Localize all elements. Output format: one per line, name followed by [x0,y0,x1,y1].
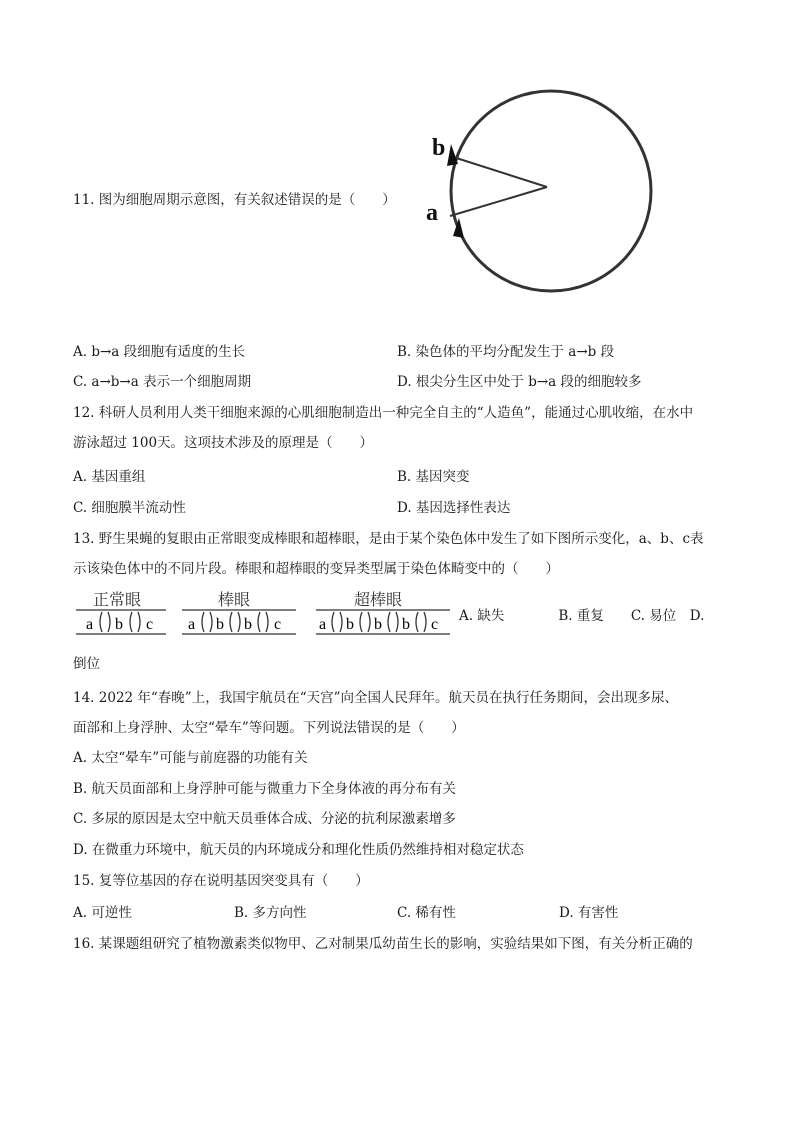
q15-option-d[interactable]: D. 有害性 [559,905,619,921]
chromosome-label-bar: 棒眼 [218,590,251,609]
cycle-circle [451,91,651,291]
chromosome-normal [76,610,166,634]
q13-stem-line1: 13. 野生果蝇的复眼由正常眼变成棒眼和超棒眼，是由于某个染色体中发生了如下图所示变化，a、b、c表 [73,531,704,547]
seg-superbar-c: c [431,616,439,633]
q11-option-b[interactable]: B. 染色体的平均分配发生于 a→b 段 [397,344,615,360]
q11-stem: 11. 图为细胞周期示意图，有关叙述错误的是（ ） [73,192,396,208]
q11-option-a[interactable]: A. b→a 段细胞有适度的生长 [73,344,246,360]
q14-stem-line1: 14. 2022 年“春晚”上，我国宇航员在“天宫”向全国人民拜年。航天员在执行任务期间，会出现多尿、 [73,690,679,706]
seg-superbar-b3: b [402,616,410,633]
radius-a [450,187,547,216]
seg-normal-c: c [146,616,154,633]
q14-option-b[interactable]: B. 航天员面部和上身浮肿可能与微重力下全身体液的再分布有关 [73,781,457,797]
chromosome-bar [182,610,296,634]
seg-normal-b: b [115,616,123,633]
chromosome-label-superbar: 超棒眼 [354,590,403,609]
q15-option-a[interactable]: A. 可逆性 [73,905,132,921]
chromosome-label-normal: 正常眼 [93,590,142,609]
q14-stem-line2: 面部和上身浮肿、太空“晕车”等问题。下列说法错误的是（ ） [73,720,465,736]
seg-bar-a: a [188,616,196,633]
q12-stem-line2: 游泳超过 100天。这项技术涉及的原理是（ ） [73,435,374,451]
q11-option-d[interactable]: D. 根尖分生区中处于 b→a 段的细胞较多 [397,374,642,390]
seg-bar-b2: b [244,616,252,633]
q15-option-c[interactable]: C. 稀有性 [397,905,456,921]
q14-option-a[interactable]: A. 太空“晕车”可能与前庭器的功能有关 [73,750,308,766]
seg-bar-b1: b [216,616,224,633]
q13-options-inline[interactable]: A. 缺失 B. 重复 C. 易位 D. [459,608,705,624]
chromosome-diagram [74,605,454,641]
label-b: b [432,135,446,161]
label-a: a [426,200,438,226]
q12-option-b[interactable]: B. 基因突变 [397,469,470,485]
seg-normal-a: a [86,616,94,633]
q14-option-c[interactable]: C. 多尿的原因是太空中航天员垂体合成、分泌的抗利尿激素增多 [73,811,456,827]
seg-superbar-a: a [319,616,327,633]
seg-superbar-b1: b [346,616,354,633]
q12-option-c[interactable]: C. 细胞膜半流动性 [73,500,186,516]
cell-cycle-diagram [420,84,670,304]
q15-option-b[interactable]: B. 多方向性 [234,905,307,921]
q11-option-c[interactable]: C. a→b→a 表示一个细胞周期 [73,374,252,390]
q12-option-d[interactable]: D. 基因选择性表达 [397,500,511,516]
q12-stem-line1: 12. 科研人员利用人类干细胞来源的心肌细胞制造出一种完全自主的“人造鱼”，能通过心肌收缩，在水中 [73,405,694,421]
q13-option-d-wrap[interactable]: 倒位 [73,656,100,672]
q13-stem-line2: 示该染色体中的不同片段。棒眼和超棒眼的变异类型属于染色体畸变中的（ ） [73,561,559,577]
q15-stem: 15. 复等位基因的存在说明基因突变具有（ ） [73,873,369,889]
chromosome-superbar [316,610,450,634]
seg-superbar-b2: b [374,616,382,633]
q14-option-d[interactable]: D. 在微重力环境中，航天员的内环境成分和理化性质仍然维持相对稳定状态 [73,842,524,858]
q12-option-a[interactable]: A. 基因重组 [73,469,146,485]
q16-stem: 16. 某课题组研究了植物激素类似物甲、乙对制果瓜幼苗生长的影响，实验结果如下图，有关分析正确的 [73,936,693,952]
radius-b [450,156,547,187]
seg-bar-c: c [274,616,282,633]
